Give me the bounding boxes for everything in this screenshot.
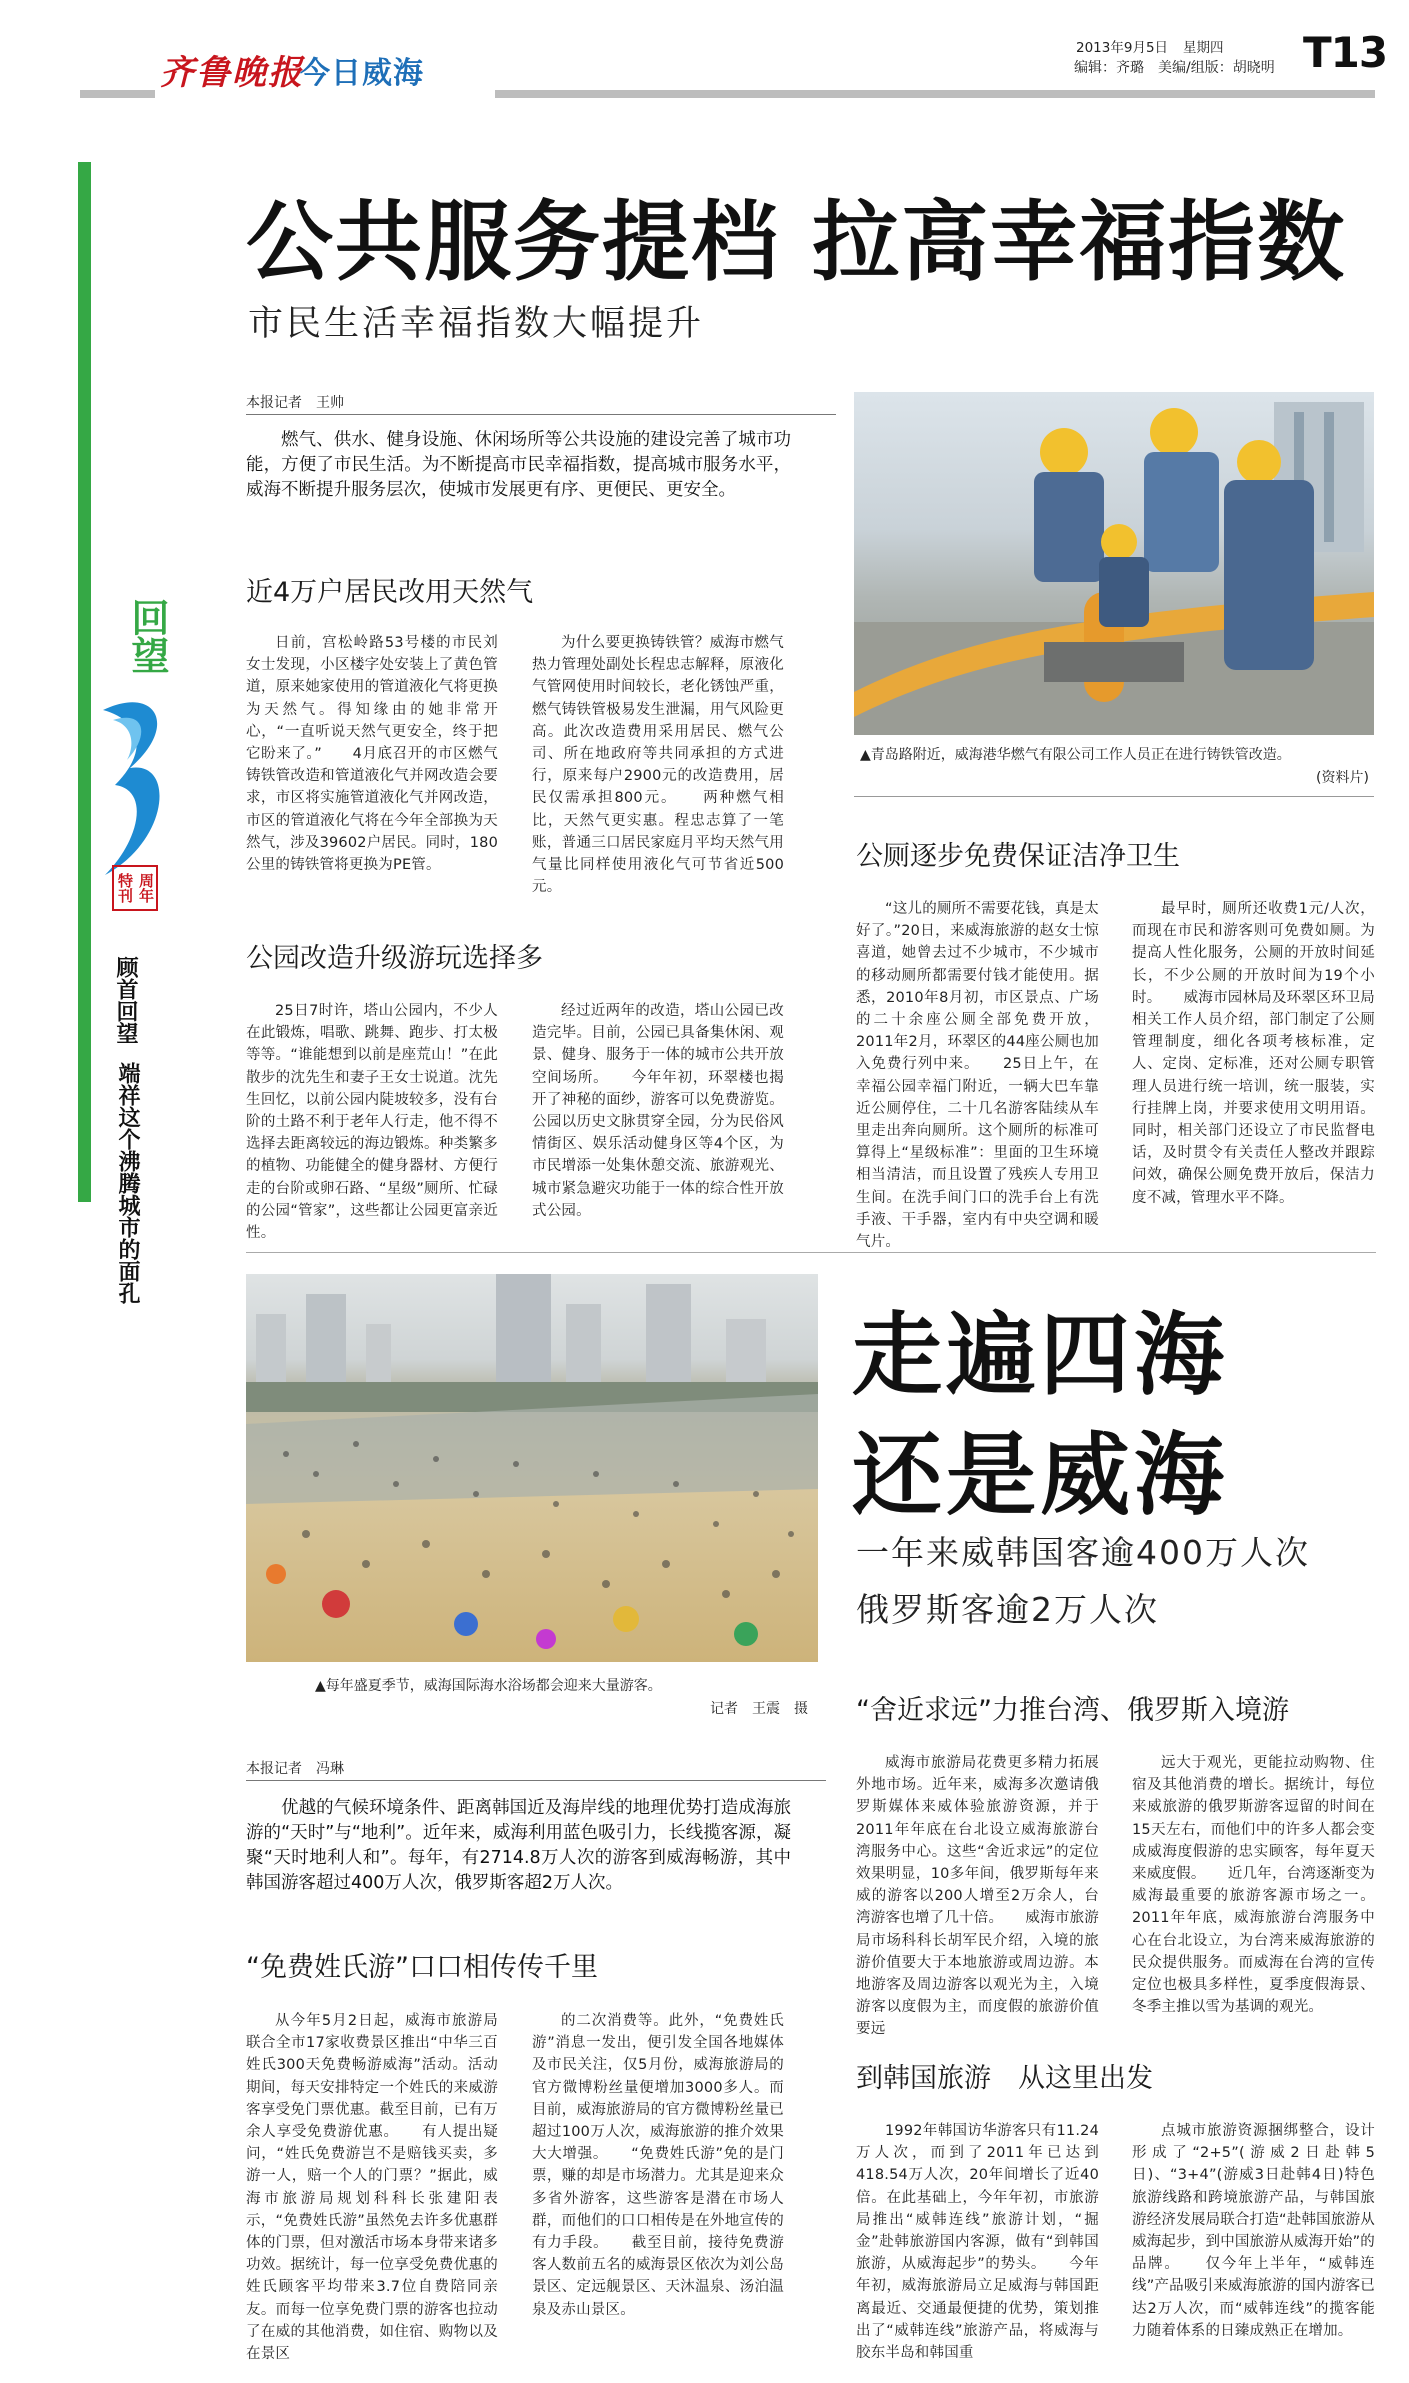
article1-section3-col2: 最早时，厕所还收费1元/人次，而现在市民和游客则可免费如厕。为提高人性化服务，公厕的开放时间延长，不少公厕的开放时间为19个小时。 威海市园林局及环翠区环卫局相关工作人员介绍，部门制定了公厕管理制度，细化各项考核标准，定人、定岗、定标准，还对公厕专职管理人员进行统一培训，统一服装，实行挂牌上岗，并要求使用文明用语。同时，相关部门还设立了市民监督电话，及时贯令有关责任人整改并跟踪问效，确保公厕免费开放后，保洁力度不减，管理水平不降。 <box>1132 901 1375 1206</box>
article-divider <box>246 1252 1376 1253</box>
gas-workers-photo-credit: (资料片) <box>1316 770 1369 786</box>
masthead-weekday: 星期四 <box>1183 40 1224 56</box>
article1-section2-col2: 经过近两年的改造，塔山公园已改造完毕。目前，公园已具备集休闲、观景、健身、服务于一体的城市公共开放空间场所。 今年年初，环翠楼也揭开了神秘的面纱，游客可以免费游览。公园以历史文脉贯穿全园，分为民俗风情街区、娱乐活动健身区等4个区，为市民增添一处集休憩交流、旅游观光、城市紧急避灾功能于一体的综合性开放式公园。 <box>532 1003 784 1219</box>
side-slogan-1: 顾首回望 <box>113 956 138 1044</box>
article1-section3-title: 公厕逐步免费保证洁净卫生 <box>856 841 1180 872</box>
masthead-section-name: 今日威海 <box>300 56 424 91</box>
article2-section1-col1: 从今年5月2日起，威海市旅游局联合全市17家收费景区推出“中华三百姓氏300天免费畅游威海”活动。活动期间，每天安排特定一个姓氏的来威游客享受免门票优惠。截至目前，已有万余人享受免费游优惠。 有人提出疑问，“姓氏免费游岂不是赔钱买卖，多游一人，赔一个人的门票？”据此，威海市旅游局规划科科长张建阳表示，“免费姓氏游”虽然免去许多优惠群体的门票，但对激活市场本身带来诸多功效。据统计，每一位享受免费优惠的姓氏顾客平均带来3.7位自费陪同亲友。而每一位享免费门票的游客也拉动了在威的其他消费，如住宿、购物以及在景区 <box>246 2013 498 2363</box>
article1-section2-col1: 25日7时许，塔山公园内，不少人在此锻炼，唱歌、跳舞、跑步、打太极等等。“谁能想到以前是座荒山！”在此散步的沈先生和妻子王女士说道。沈先生回忆，以前公园内陡坡较多，没有台阶的土路不利于老年人行走，他不得不选择去距离较远的海边锻炼。种类繁多的植物、功能健全的健身器材、方便行走的台阶或卵石路、“星级”厕所、忙碌的公园“管家”，这些都让公园更富亲近性。 <box>246 1003 498 1242</box>
article2-lead: 优越的气候环境条件、距离韩国近及海岸线的地理优势打造成海旅游的“天时”与“地利”。近年来，威海利用蓝色吸引力，长线揽客源，凝聚“天时地利人和”。每年，有2714.8万人次的游客到威海畅游，其中韩国游客超过400万人次，俄罗斯客超2万人次。 <box>246 1798 791 1893</box>
gas-workers-photo <box>854 392 1374 735</box>
article2-byline-rule <box>246 1780 826 1781</box>
article2-byline: 本报记者 冯琳 <box>246 1761 344 1777</box>
page-number: T13 <box>1303 28 1388 77</box>
article1-byline: 本报记者 王帅 <box>246 395 344 411</box>
article1-section1-col1: 日前，宫松岭路53号楼的市民刘女士发现，小区楼字处安装上了黄色管道，原来她家使用的管道液化气将更换为天然气。得知缘由的她非常开心，“一直听说天然气更安全，终于把它盼来了。” 4月底召开的市区燃气铸铁管改造和管道液化气并网改造会要求，市区将实施管道液化气并网改造，市区的管道液化气将在今年全部换为天然气，涉及39602户居民。同时，180公里的铸铁管将更换为PE管。 <box>246 635 498 874</box>
article1-section1-title: 近4万户居民改用天然气 <box>246 577 534 608</box>
gas-workers-photo-caption: ▲青岛路附近，威海港华燃气有限公司工作人员正在进行铸铁管改造。 <box>860 747 1291 763</box>
article2-subhead-line1: 一年来威韩国客逾400万人次 <box>856 1533 1310 1572</box>
article2-headline-line1: 走遍四海 <box>852 1303 1228 1408</box>
article2-section3-title: 到韩国旅游 从这里出发 <box>856 2063 1153 2094</box>
article2-section2-col2: 远大于观光，更能拉动购物、住宿及其他消费的增长。据统计，每位来威旅游的俄罗斯游客逗留的时间在15天左右，而他们中的许多人都会变成威海度假游的忠实顾客，每年夏天来威度假。 近几年，台湾逐渐变为威海最重要的旅游客源市场之一。2011年年底，威海旅游台湾服务中心在台北设立，为台湾来威海旅游的民众提供服务。而威海在台湾的宣传定位也极具多样性，夏季度假海景、冬季主推以雪为基调的观光。 <box>1132 1755 1375 2016</box>
article1-byline-rule <box>246 414 836 415</box>
article1-subhead: 市民生活幸福指数大幅提升 <box>248 304 705 344</box>
side-green-bar <box>78 162 91 1202</box>
article1-headline: 公共服务提档 拉高幸福指数 <box>246 191 1347 293</box>
beach-crowd-photo <box>246 1274 818 1662</box>
beach-photo-credit: 记者 王震 摄 <box>710 1701 808 1717</box>
article2-section1-col2: 的二次消费等。此外，“免费姓氏游”消息一发出，便引发全国各地媒体及市民关注，仅5月份，威海旅游局的官方微博粉丝量便增加3000多人。而目前，威海旅游局的官方微博粉丝量已超过100万人次，威海旅游的推介效果大大增强。 “免费姓氏游”免的是门票，赚的却是市场潜力。尤其是迎来众多省外游客，这些游客是潜在市场人群，而他们的口口相传是在外地宣传的有力手段。 截至目前，接待免费游客人数前五名的威海景区依次为刘公岛景区、定远舰景区、天沐温泉、汤泊温泉及赤山景区。 <box>532 2013 784 2318</box>
anniversary-logo-icon <box>95 690 175 890</box>
article1-section1-col2: 为什么要更换铸铁管？威海市燃气热力管理处副处长程忠志解释，原液化气管网使用时间较长，老化锈蚀严重，燃气铸铁管极易发生泄漏，用气风险更高。此次改造费用采用居民、燃气公司、所在地政府等共同承担的方式进行，原来每户2900元的改造费用，居民仅需承担800元。 两种燃气相比，天然气更实惠。程忠志算了一笔账，普通三口居民家庭月平均天然气用气量比同样使用液化气可节省近500元。 <box>532 635 784 896</box>
masthead-date: 2013年9月5日 <box>1076 40 1169 56</box>
beach-photo-caption: ▲每年盛夏季节，威海国际海水浴场都会迎来大量游客。 <box>315 1678 662 1694</box>
masthead-rule-left <box>80 90 155 98</box>
article2-section2-title: “舍近求远”力推台湾、俄罗斯入境游 <box>856 1695 1289 1726</box>
article1-section3-col1: “这儿的厕所不需要花钱，真是太好了。”20日，来威海旅游的赵女士惊喜道，她曾去过不少城市，不少城市的移动厕所都需要付钱才能使用。据悉，2010年8月初，市区景点、广场的二十余座公厕全部免费开放，2011年2月，环翠区的44座公厕也加入免费行列中来。 25日上午，在幸福公园幸福门附近，一辆大巴车靠近公厕停住，二十几名游客陆续从车里走出奔向厕所。这个厕所的标准可算得上“星级标准”：里面的卫生环境相当清洁，而且设置了残疾人专用卫生间。在洗手间门口的洗手台上有洗手液、干手器，室内有中央空调和暖气片。 <box>856 901 1099 1251</box>
anniversary-badge-text: 周年特刊 <box>116 873 155 903</box>
article1-section2-title: 公园改造升级游玩选择多 <box>246 943 543 974</box>
masthead-paper-name: 齐鲁晚报 <box>160 53 304 93</box>
article2-section1-title: “免费姓氏游”口口相传传千里 <box>246 1952 598 1983</box>
side-logo-text: 回望 <box>125 598 170 674</box>
photo1-rule <box>854 796 1374 797</box>
article2-subhead-line2: 俄罗斯客逾2万人次 <box>856 1590 1159 1629</box>
article2-section2-col1: 威海市旅游局花费更多精力拓展外地市场。近年来，威海多次邀请俄罗斯媒体来威体验旅游资源，并于2011年年底在台北设立威海旅游台湾服务中心。这些“舍近求远”的定位效果明显，10多年间，俄罗斯每年来威的游客以200人增至2万余人，台湾游客也增了几十倍。 威海市旅游局市场科科长胡军民介绍，入境的旅游价值要大于本地旅游或周边游。本地游客及周边游客以观光为主，入境游客以度假为主，而度假的旅游价值要远 <box>856 1755 1099 2038</box>
article1-lead: 燃气、供水、健身设施、休闲场所等公共设施的建设完善了城市功能，方便了市民生活。为不断提高市民幸福指数，提高城市服务水平，威海不断提升服务层次，使城市发展更有序、更便民、更安全。 <box>246 430 791 500</box>
article2-headline-line2: 还是威海 <box>852 1423 1228 1528</box>
masthead-rule-right <box>495 90 1375 98</box>
article2-section3-col1: 1992年韩国访华游客只有11.24万人次，而到了2011年已达到418.54万人次，20年间增长了近40倍。在此基础上，今年年初，市旅游局推出“威韩连线”旅游计划，“掘金”赴韩旅游国内客源，做有“到韩国旅游，从威海起步”的势头。 今年年初，威海旅游局立足威海与韩国距离最近、交通最便捷的优势，策划推出了“威韩连线”旅游产品，将威海与胶东半岛和韩国重 <box>856 2123 1099 2362</box>
masthead-editors: 编辑：齐璐 美编/组版：胡晓明 <box>1074 60 1275 76</box>
anniversary-badge <box>112 865 158 911</box>
side-slogan-2: 端祥这个沸腾城市的面孔 <box>115 1062 140 1304</box>
article2-section3-col2: 点城市旅游资源捆绑整合，设计形成了“2+5”(游威2日赴韩5日)、“3+4”(游威3日赴韩4日)特色旅游线路和跨境旅游产品，与韩国旅游经济发展局联合打造“赴韩国旅游从威海起步，到中国旅游从威海开始”的品牌。 仅今年上半年，“威韩连线”产品吸引来威海旅游的国内游客已达2万人次，而“威韩连线”的揽客能力随着体系的日臻成熟正在增加。 <box>1132 2123 1375 2339</box>
